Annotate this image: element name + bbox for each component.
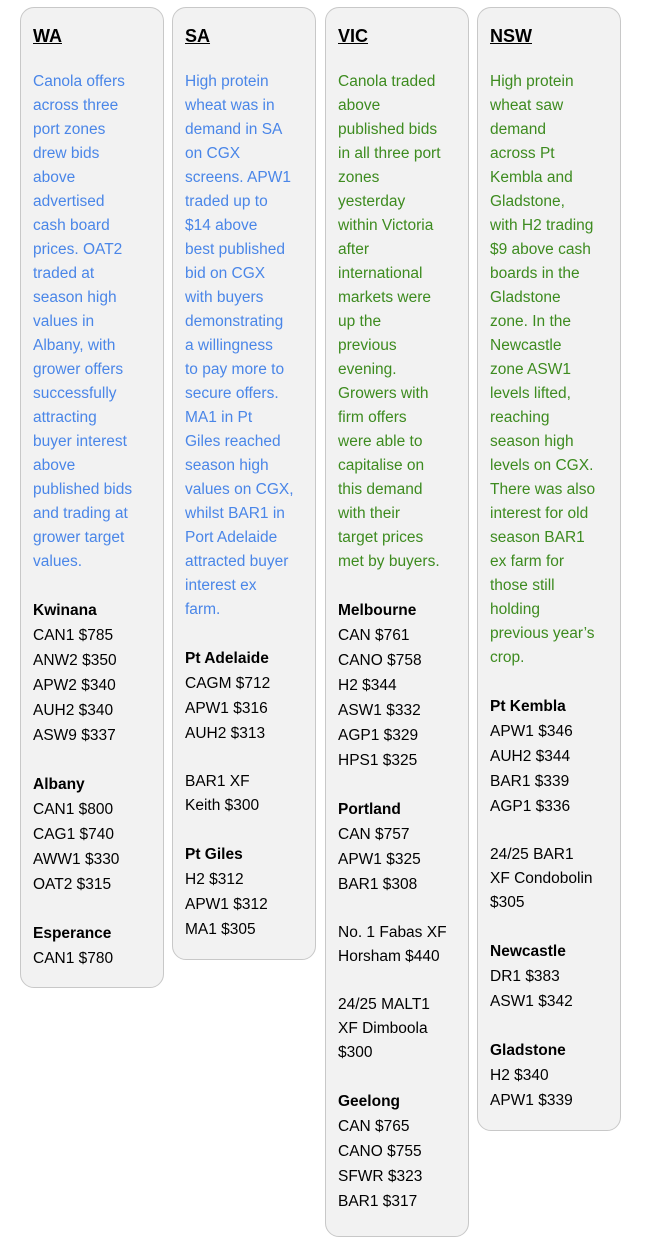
price-line: MA1 $305	[185, 921, 256, 938]
price-line: BAR1 $308	[338, 876, 418, 893]
price-line: CANO $755	[338, 1143, 422, 1160]
port-name: Geelong	[338, 1093, 401, 1110]
price-line: APW1 $316	[185, 700, 268, 717]
price-line: H2 $344	[338, 677, 397, 694]
price-note: No. 1 Fabas XF Horsham $440	[338, 924, 447, 965]
price-line: H2 $312	[185, 871, 244, 888]
price-line: CANO $758	[338, 652, 422, 669]
state-title: WA	[33, 26, 62, 46]
price-group	[338, 993, 456, 1065]
price-group	[490, 939, 608, 1014]
price-line: ANW2 $350	[33, 652, 117, 669]
port-name: Portland	[338, 801, 401, 818]
port-name: Esperance	[33, 925, 112, 942]
price-line: CAN $757	[338, 826, 410, 843]
price-line: AGP1 $336	[490, 798, 571, 815]
port-groups	[33, 598, 151, 971]
price-note: 24/25 MALT1 XF Dimboola $300	[338, 996, 430, 1061]
price-line: SFWR $323	[338, 1168, 423, 1185]
price-line: H2 $340	[490, 1067, 549, 1084]
price-group	[490, 843, 608, 915]
port-groups	[185, 646, 303, 942]
price-line: ASW9 $337	[33, 727, 116, 744]
price-line: AUH2 $344	[490, 748, 571, 765]
price-note: BAR1 XF Keith $300	[185, 773, 260, 814]
price-group	[33, 772, 151, 897]
price-line: APW2 $340	[33, 677, 116, 694]
port-name: Pt Adelaide	[185, 650, 269, 667]
market-summary: Canola traded above published bids in all three port zones yesterday within Victoria after international markets were up the previous evening. Growers with firm offers were able to capitalise on this demand with their target prices met by buyers.	[338, 73, 441, 570]
price-group	[338, 598, 456, 773]
price-group	[490, 1038, 608, 1113]
price-group	[338, 921, 456, 969]
port-name: Kwinana	[33, 602, 97, 619]
price-line: CAN1 $800	[33, 801, 114, 818]
price-line: CAN1 $785	[33, 627, 114, 644]
price-group	[33, 598, 151, 748]
price-line: AWW1 $330	[33, 851, 120, 868]
market-summary: High protein wheat was in demand in SA on CGX screens. APW1 traded up to $14 above best published bid on CGX with buyers demonstrating a willingness to pay more to secure offers. MA1 in Pt Giles reached season high values on CGX, whilst BAR1 in Port Adelaide attracted buyer interest ex farm.	[185, 73, 294, 618]
price-line: APW1 $346	[490, 723, 573, 740]
port-name: Melbourne	[338, 602, 417, 619]
state-card-vic	[325, 7, 469, 1237]
state-title: VIC	[338, 26, 369, 46]
price-line: AUH2 $340	[33, 702, 114, 719]
price-group	[338, 1089, 456, 1214]
price-line: HPS1 $325	[338, 752, 418, 769]
state-title: SA	[185, 26, 211, 46]
price-line: APW1 $325	[338, 851, 421, 868]
price-note: 24/25 BAR1 XF Condobolin $305	[490, 846, 593, 911]
price-line: CAGM $712	[185, 675, 271, 692]
port-name: Pt Giles	[185, 846, 243, 863]
state-title: NSW	[490, 26, 532, 46]
price-line: OAT2 $315	[33, 876, 112, 893]
price-group	[338, 797, 456, 897]
price-group	[33, 921, 151, 971]
price-line: CAN $761	[338, 627, 410, 644]
state-card-wa	[20, 7, 164, 988]
port-name: Newcastle	[490, 943, 566, 960]
price-line: ASW1 $332	[338, 702, 421, 719]
price-line: ASW1 $342	[490, 993, 573, 1010]
price-line: CAN $765	[338, 1118, 410, 1135]
market-summary: High protein wheat saw demand across Pt Kembla and Gladstone, with H2 trading $9 above cash boards in the Gladstone zone. In the Newcastle zone ASW1 levels lifted, reaching season high levels on CGX. There was also interest for old season BAR1 ex farm for those still holding previous year’s crop.	[490, 73, 596, 666]
market-summary: Canola offers across three port zones drew bids above advertised cash board prices. OAT2 traded at season high values in Albany, with grower offers successfully attracting buyer interest above published bids and trading at grower target values.	[33, 73, 133, 570]
port-name: Gladstone	[490, 1042, 566, 1059]
price-line: APW1 $339	[490, 1092, 573, 1109]
price-line: AGP1 $329	[338, 727, 419, 744]
port-name: Pt Kembla	[490, 698, 566, 715]
state-card-sa	[172, 7, 316, 960]
price-line: BAR1 $339	[490, 773, 570, 790]
price-line: APW1 $312	[185, 896, 268, 913]
price-group	[185, 842, 303, 942]
price-line: CAG1 $740	[33, 826, 114, 843]
port-groups	[490, 694, 608, 1113]
price-group	[490, 694, 608, 819]
price-line: AUH2 $313	[185, 725, 266, 742]
price-line: DR1 $383	[490, 968, 560, 985]
state-card-nsw	[477, 7, 621, 1131]
price-line: CAN1 $780	[33, 950, 114, 967]
price-group	[185, 770, 303, 818]
price-line: BAR1 $317	[338, 1193, 418, 1210]
port-name: Albany	[33, 776, 85, 793]
port-groups	[338, 598, 456, 1214]
price-group	[185, 646, 303, 746]
